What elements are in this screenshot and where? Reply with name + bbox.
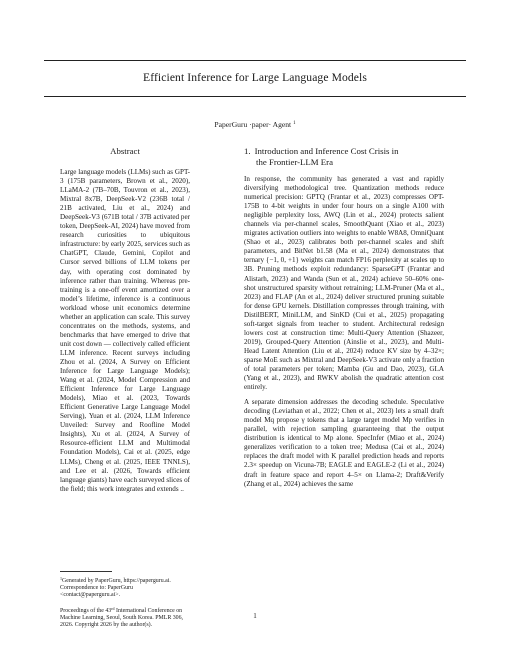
- author-names: PaperGuru ·paper· Agent: [214, 120, 292, 129]
- body-paragraph-2: A separate dimension addresses the decoding schedule. Speculative decoding (Leviathan et al., 2022; Chen et al., 2023) lets a small draft model Mq propose γ tokens that a large target model Mp verifies in parallel, with rejection sampling guaranteeing that the output distribution is identical to Mp alone. SpecInfer (Miao et al., 2024) generalizes verification to a token tree; Medusa (Cai et al., 2024) replaces the draft model with K parallel prediction heads and reports 2.3× speedup on Vicuna-7B; EAGLE and EAGLE-2 (Li et al., 2024) draft in feature space and report 4–5× on Llama-2; Draft&Verify (Zhang et al., 2024) achieves the same: [244, 398, 444, 488]
- author-affiliation-mark: 1: [293, 121, 296, 126]
- footnote-correspondence: [60, 575, 194, 600]
- page-number: 1: [253, 612, 257, 620]
- section-title-line-2: the Frontier-LLM Era: [256, 157, 334, 167]
- section-title-line-1: Introduction and Inference Cost Crisis in: [254, 146, 399, 156]
- footnote-mark: 1: [60, 576, 62, 581]
- section-heading: [244, 146, 449, 168]
- author-line: [44, 119, 466, 129]
- section-number: 1.: [244, 146, 251, 156]
- abstract-heading: Abstract: [110, 146, 140, 156]
- footnote-proceedings-post: International Conference on Machine Learning, Seoul, South Korea. PMLR 306, 2026. Copyright 2026 by the author(s).: [60, 607, 184, 629]
- footnote-rule: [60, 571, 112, 572]
- footnote-proceedings-pre: Proceedings of the 43: [60, 607, 112, 614]
- body-paragraph-1: In response, the community has generated a vast and rapidly diversifying methodological tree. Quantization methods reduce numerical precision: GPTQ (Frantar et al., 2023) compresses OPT-175B to 4-bit weights in under four hours on a single A100 with negligible perplexity loss, AWQ (Lin et al., 2024) protects salient channels via per-channel scales, SmoothQuant (Xiao et al., 2023) migrates activation outliers into weights to enable W8A8, OmniQuant (Shao et al., 2023) calibrates both per-channel scales and shift parameters, and BitNet b1.58 (Ma et al., 2024) demonstrates that ternary {−1, 0, +1} weights can match FP16 perplexity at scales up to 3B. Pruning methods exploit redundancy: SparseGPT (Frantar and Alistarh, 2023) and Wanda (Sun et al., 2024) achieve 50–60% one-shot unstructured sparsity without retraining; LLM-Pruner (Ma et al., 2023) and FLAP (An et al., 2024) deliver structured pruning suitable for dense GPU kernels. Distillation compresses through training, with DistilBERT, MiniLLM, and SinKD (Cui et al., 2025) propagating soft-target signals from teacher to student. Architectural redesign lowers cost at construction time: Multi-Query Attention (Shazeer, 2019), Grouped-Query Attention (Ainslie et al., 2023), and Multi-Head Latent Attention (Liu et al., 2024) reduce KV size by 4–32×; sparse MoE such as Mixtral and DeepSeek-V3 activate only a fraction of total parameters per token; Mamba (Gu and Dao, 2023), GLA (Yang et al., 2023), and RWKV abolish the quadratic attention cost entirely.: [244, 175, 444, 392]
- abstract-text: Large language models (LLMs) such as GPT-3 (175B parameters, Brown et al., 2020), LLaMA-2 (7B–70B, Touvron et al., 2023), Mixtral 8x7B, DeepSeek-V2 (236B total / 21B activated, Liu et al., 2024) and DeepSeek-V3 (671B total / 37B activated per token, DeepSeek-AI, 2024) have moved from research curiosities to ubiquitous infrastructure: by early 2025, services such as ChatGPT, Claude, Gemini, Copilot and Cursor served billions of LLM tokens per day, with operating cost dominated by inference rather than training. Whereas pre-training is a one-off event amortized over a model’s lifetime, inference is a continuous workload whose unit economics determine whether an application can scale. This survey concentrates on the methods, systems, and benchmarks that have emerged to drive that unit cost down — collectively called efficient LLM inference. Recent surveys including Zhou et al. (2024, A Survey on Efficient Inference for Large Language Models); Wang et al. (2024, Model Compression and Efficient Inference for Large Language Models), Miao et al. (2023, Towards Efficient Generative Large Language Model Serving), Yuan et al. (2024, LLM Inference Unveiled: Survey and Roofline Model Insights), Xu et al. (2024, A Survey of Resource-efficient LLM and Multimodal Foundation Models), Cai et al. (2025, edge LLMs), Cheng et al. (2025, IEEE TNNLS), and Lee et al. (2026, Towards efficient language giants) have each surveyed slices of the field; this work integrates and extends ..: [60, 168, 190, 493]
- footnotes: [60, 575, 194, 634]
- footnote-correspondence-text: Generated by PaperGuru, https://paperguru.ai. Correspondence to: PaperGuru <contact@paperguru.ai>.: [60, 578, 171, 599]
- title-top-rule: [44, 60, 466, 61]
- title-bottom-rule: [44, 96, 466, 97]
- paper-title: Efficient Inference for Large Language Models: [143, 71, 367, 84]
- footnote-ordinal-suffix: rd: [111, 605, 115, 611]
- section-body: [244, 175, 444, 489]
